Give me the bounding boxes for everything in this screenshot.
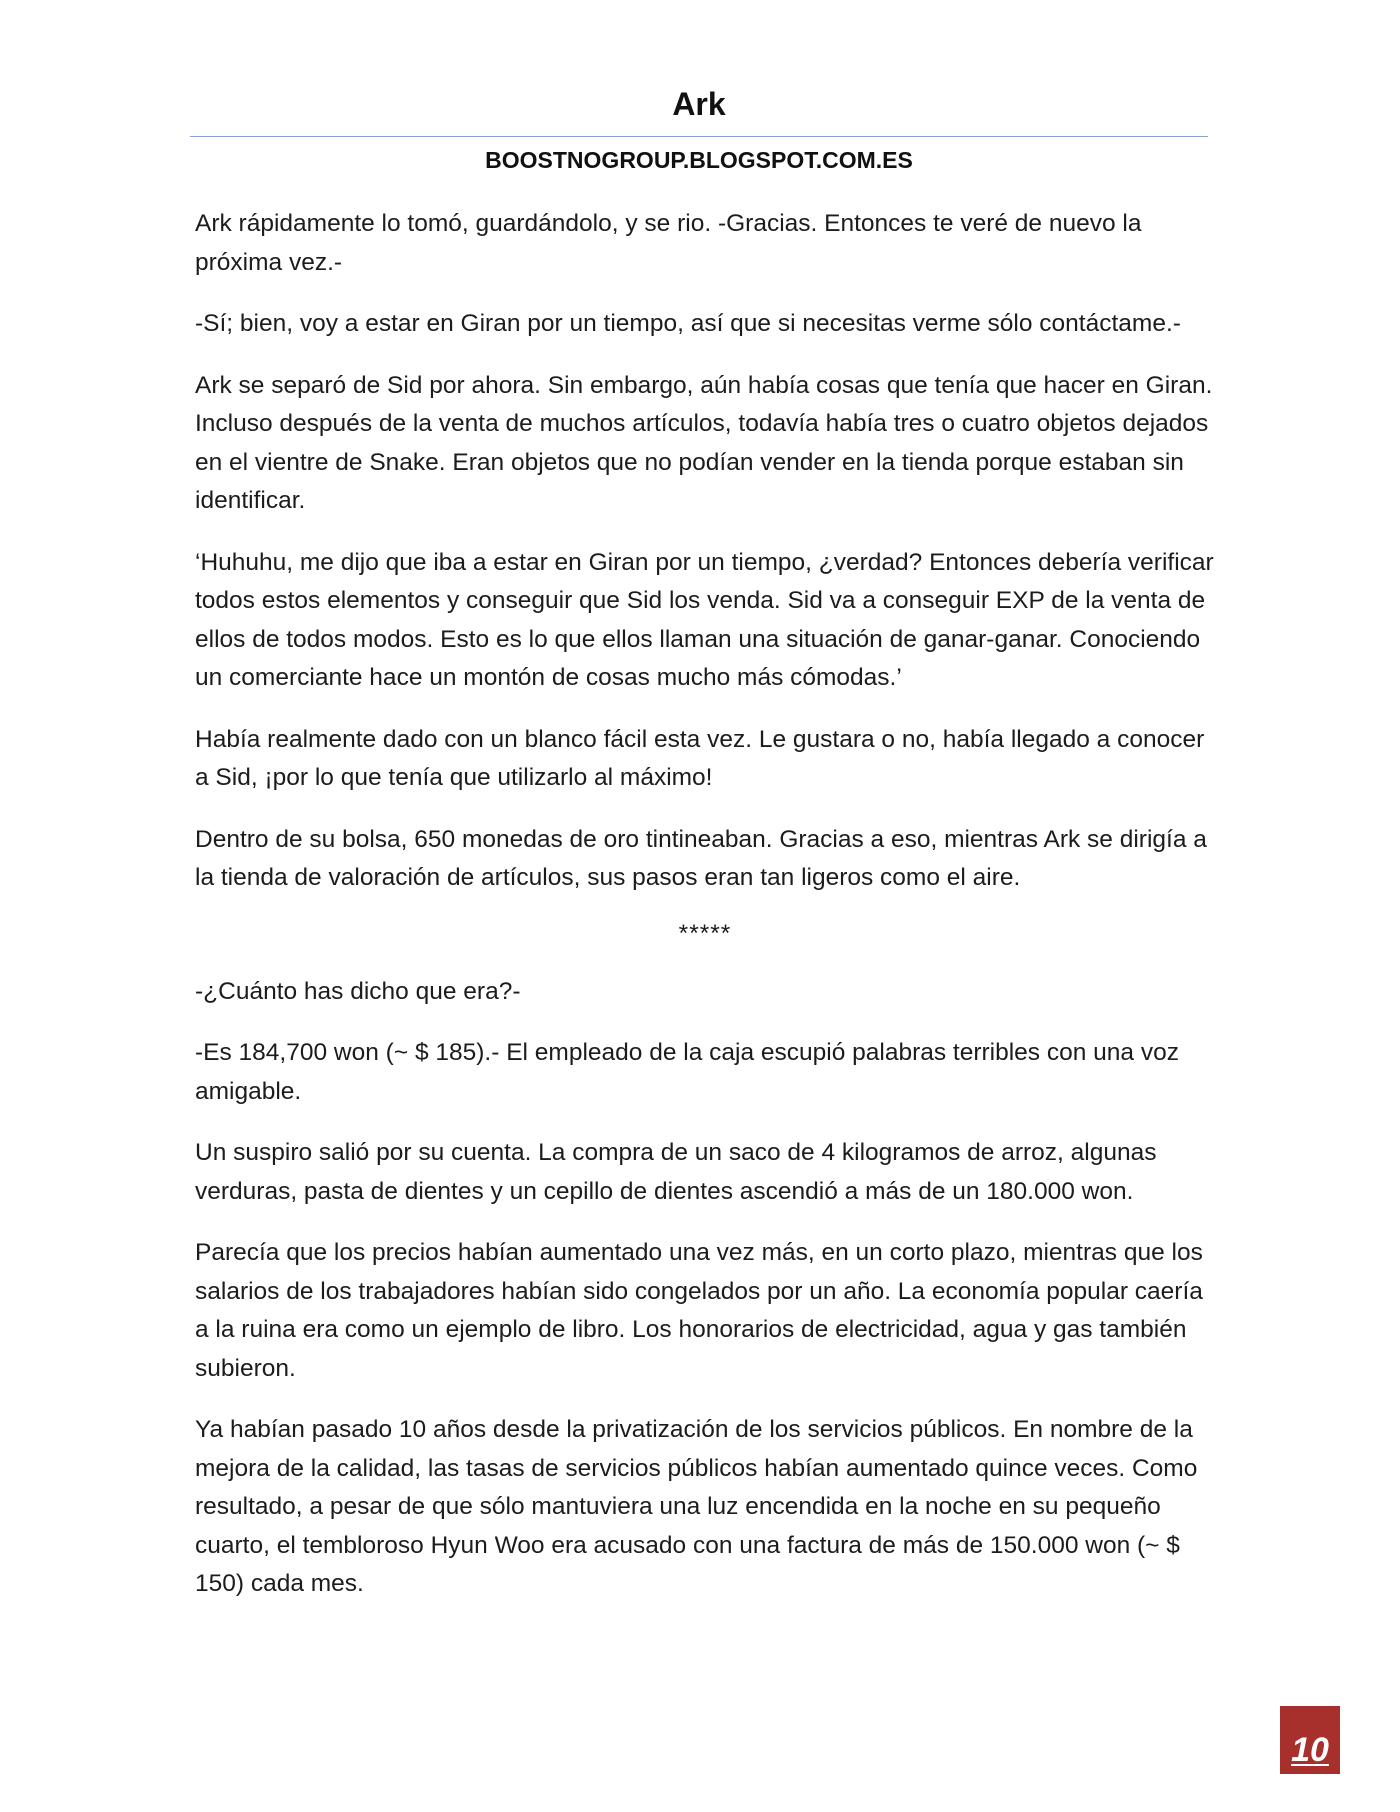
paragraph: Ark rápidamente lo tomó, guardándolo, y se rio. -Gracias. Entonces te veré de nuevo la próxima vez.- bbox=[195, 210, 1142, 276]
paragraph: Dentro de su bolsa, 650 monedas de oro tintineaban. Gracias a eso, mientras Ark se dirigía a la tienda de valoración de artículos, sus pasos eran tan ligeros como el aire. bbox=[195, 825, 1207, 891]
paragraph: -Sí; bien, voy a estar en Giran por un tiempo, así que si necesitas verme sólo contáctame.- bbox=[195, 310, 1181, 337]
page-body bbox=[195, 205, 1215, 1627]
paragraph: ‘Huhuhu, me dijo que iba a estar en Giran por un tiempo, ¿verdad? Entonces debería verificar todos estos elementos y conseguir que Sid los venda. Sid va a conseguir EXP de la venta de ellos de todos modos. Esto es lo que ellos llaman una situación de ganar-ganar. Conociendo un comerciante hace un montón de cosas mucho más cómodas.’ bbox=[195, 548, 1214, 691]
header-divider bbox=[190, 136, 1208, 137]
document-subtitle: BOOSTNOGROUP.BLOGSPOT.COM.ES bbox=[485, 147, 913, 173]
paragraph: Ark se separó de Sid por ahora. Sin embargo, aún había cosas que tenía que hacer en Giran. Incluso después de la venta de muchos artículos, todavía había tres o cuatro objetos dejados en el vientre de Snake. Eran objetos que no podían vender en la tienda porque estaban sin identificar. bbox=[195, 371, 1213, 514]
paragraph: Un suspiro salió por su cuenta. La compra de un saco de 4 kilogramos de arroz, algunas verduras, pasta de dientes y un cepillo de dientes ascendió a más de un 180.000 won. bbox=[195, 1139, 1157, 1205]
paragraph: -¿Cuánto has dicho que era?- bbox=[195, 977, 521, 1005]
paragraph: Había realmente dado con un blanco fácil esta vez. Le gustara o no, había llegado a conocer a Sid, ¡por lo que tenía que utilizarlo al máximo! bbox=[195, 725, 1205, 791]
scene-separator: ***** bbox=[678, 919, 732, 947]
paragraph: -Es 184,700 won (~ $ 185).- El empleado de la caja escupió palabras terribles con una voz amigable. bbox=[195, 1039, 1179, 1105]
paragraph: Ya habían pasado 10 años desde la privatización de los servicios públicos. En nombre de la mejora de la calidad, las tasas de servicios públicos habían aumentado quince veces. Como resultado, a pesar de que sólo mantuviera una luz encendida en la noche en su pequeño cuarto, el tembloroso Hyun Woo era acusado con una factura de más de 150.000 won (~ $ 150) cada mes. bbox=[195, 1416, 1198, 1597]
document-title: Ark bbox=[672, 86, 726, 122]
paragraph: Parecía que los precios habían aumentado una vez más, en un corto plazo, mientras que los salarios de los trabajadores habían sido congelados por un año. La economía popular caería a la ruina era como un ejemplo de libro. Los honorarios de electricidad, agua y gas también subieron. bbox=[195, 1239, 1203, 1382]
page-header bbox=[190, 84, 1208, 175]
page-number-badge: 10 bbox=[1280, 1706, 1340, 1774]
